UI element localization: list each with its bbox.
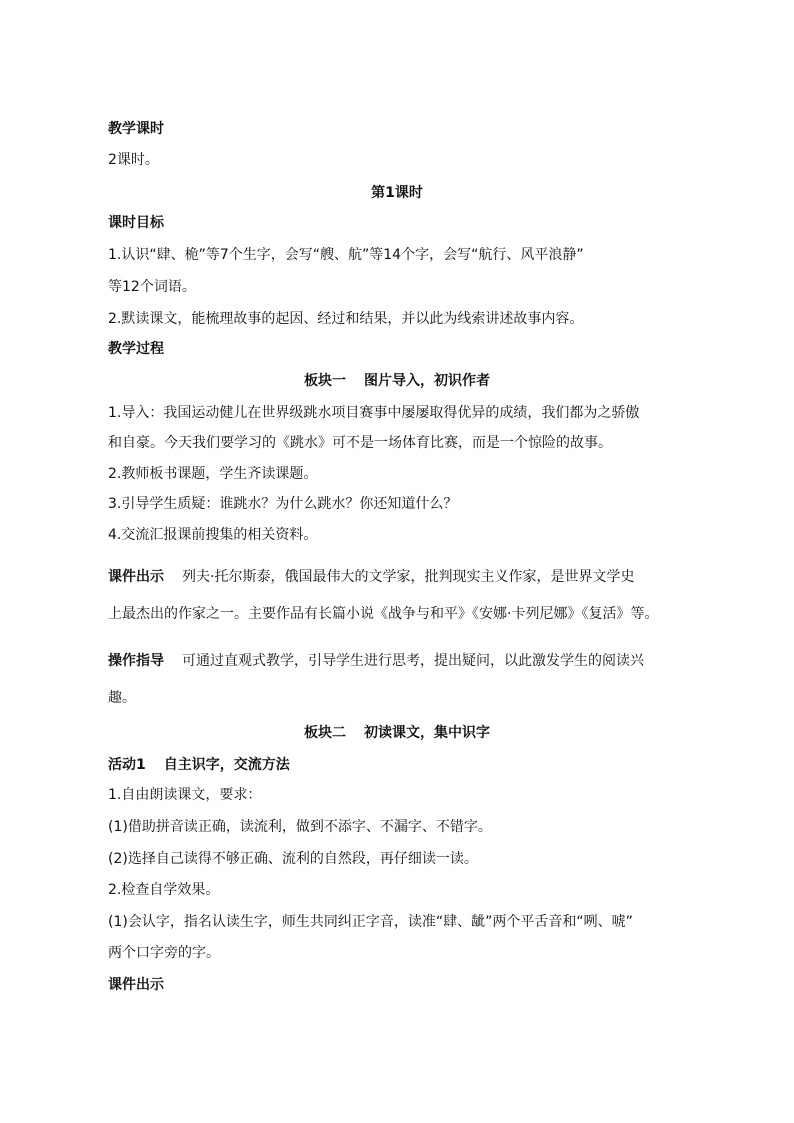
activity1-item2-sub1-line2: 两个口字旁的字。	[108, 945, 220, 961]
guide-label: 操作指导	[108, 653, 164, 669]
block1-item1-line1: 1.导入：我国运动健儿在世界级跳水项目赛事中屡屡取得优异的成绩，我们都为之骄傲	[108, 405, 640, 421]
teaching-hours-value: 2课时。	[108, 152, 159, 168]
activity1-item1: 1.自由朗读课文，要求：	[108, 787, 262, 803]
objective-1-line2: 等12个词语。	[108, 279, 196, 295]
block1-title-a: 板块一	[304, 373, 346, 389]
courseware-label-2: 课件出示	[108, 977, 164, 993]
activity1-item2: 2.检查自学效果。	[108, 882, 220, 898]
block1-item2: 2.教师板书课题，学生齐读课题。	[108, 466, 318, 482]
lesson-title: 第1课时	[371, 185, 423, 201]
courseware-text-1-line1: 列夫·托尔斯泰，俄国最伟大的文学家，批判现实主义作家，是世界文学史	[182, 569, 635, 585]
block1-item3: 3.引导学生质疑：谁跳水？为什么跳水？你还知道什么？	[108, 496, 458, 512]
activity1-title	[108, 756, 290, 774]
objectives-heading: 课时目标	[108, 215, 164, 231]
process-heading: 教学过程	[108, 341, 164, 357]
courseware-label-1: 课件出示	[108, 569, 164, 585]
teaching-hours-heading: 教学课时	[108, 121, 164, 137]
objective-1-line1: 1.认识“肆、桅”等7个生字，会写“艘、航”等14个字，会写“航行、风平浪静”	[108, 247, 584, 263]
courseware-block-1	[108, 568, 634, 586]
guide-text-line2: 趣。	[108, 690, 136, 706]
activity1-item1-sub2: (2)选择自己读得不够正确、流利的自然段，再仔细读一读。	[108, 851, 478, 867]
guide-block	[108, 652, 644, 670]
objective-2: 2.默读课文，能梳理故事的起因、经过和结果，并以此为线索讲述故事内容。	[108, 311, 584, 327]
activity1-item2-sub1-line1: (1)会认字，指名认读生字，师生共同纠正字音，读准“肆、龇”两个平舌音和“咧、唬”	[108, 914, 633, 930]
block1-item1-line2: 和自豪。今天我们要学习的《跳水》可不是一场体育比赛，而是一个惊险的故事。	[108, 435, 612, 451]
block1-title-b: 图片导入，初识作者	[364, 373, 490, 389]
block1-item4: 4.交流汇报课前搜集的相关资料。	[108, 527, 318, 543]
activity1-item1-sub1: (1)借助拼音读正确，读流利，做到不添字、不漏字、不错字。	[108, 819, 492, 835]
block2-title-b: 初读课文，集中识字	[364, 725, 490, 741]
guide-text-line1: 可通过直观式教学，引导学生进行思考，提出疑问，以此激发学生的阅读兴	[182, 653, 644, 669]
block2-title-a: 板块二	[304, 725, 346, 741]
activity1-title-a: 活动1	[108, 757, 146, 773]
activity1-title-b: 自主识字，交流方法	[163, 757, 290, 773]
block1-title	[0, 372, 794, 390]
block2-title	[0, 724, 794, 742]
courseware-text-1-line2: 上最杰出的作家之一。主要作品有长篇小说《战争与和平》《安娜·卡列尼娜》《复活》等。	[108, 606, 659, 622]
